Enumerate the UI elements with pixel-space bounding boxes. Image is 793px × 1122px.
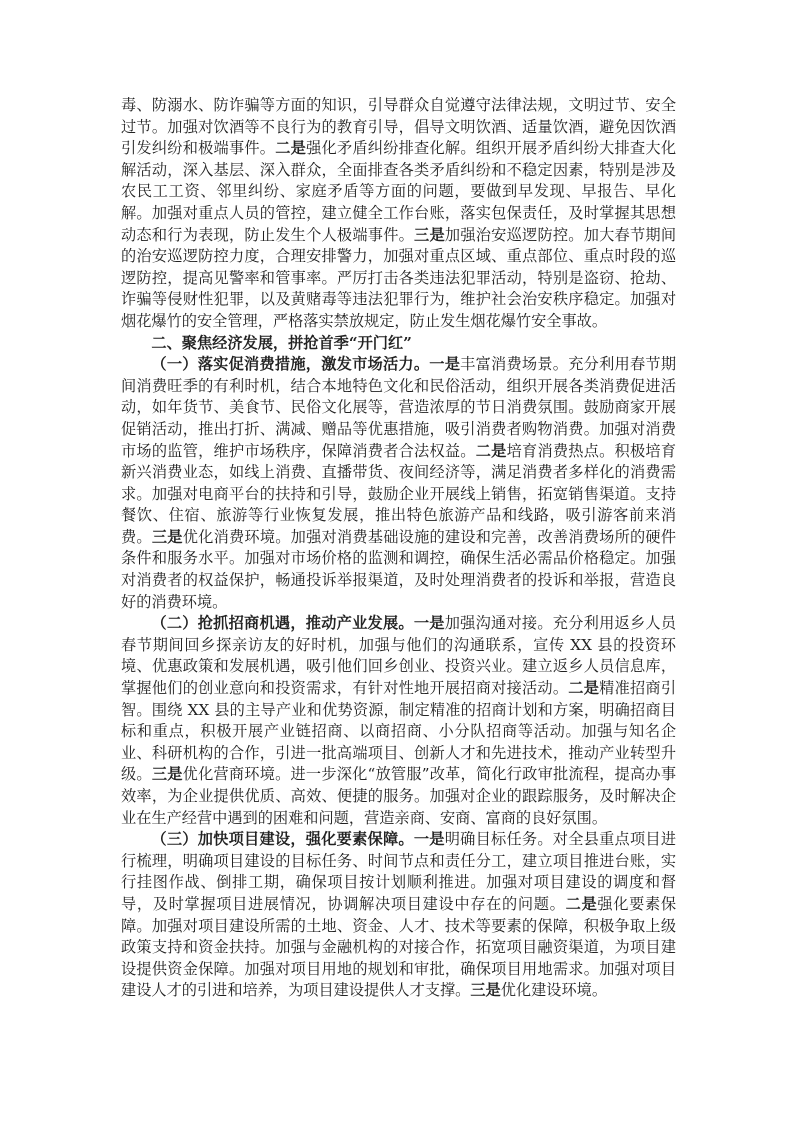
- emphasis-segment: 二是: [275, 139, 307, 158]
- paragraph-projects: [121, 829, 676, 1002]
- section-heading-economy: [121, 333, 676, 355]
- emphasis-segment: 二是: [475, 441, 507, 460]
- text-segment: 加强沟通对接。充分利用返乡人员春节期间回乡探亲访友的好时机，加强与他们的沟通联系，宣传 XX 县的投资环境、优惠政策和发展机遇，吸引他们回乡创业、投资兴业。建立返乡人员信息库，掌握他们的创业意向和投资需求，有针对性地开展招商对接活动。: [121, 614, 677, 698]
- paragraph-safety-continued: [121, 95, 676, 333]
- emphasis-segment: 三是: [414, 225, 445, 244]
- emphasis-segment: 三是: [151, 765, 183, 784]
- subheading-segment: （三）加快项目建设，强化要素保障。一是: [151, 830, 445, 849]
- text-segment: 培育消费热点。积极培育新兴消费业态，如线上消费、直播带货、夜间经济等，满足消费者多样化的消费需求。加强对电商平台的扶持和引导，鼓励企业开展线上销售，拓宽销售渠道。支持餐饮、住宿、旅游等行业恢复发展，推出特色旅游产品和线路，吸引游客前来消费。: [121, 441, 677, 546]
- emphasis-segment: 二是: [568, 679, 600, 698]
- paragraph-investment: [121, 613, 676, 829]
- emphasis-segment: 三是: [470, 981, 501, 1000]
- text-segment: 明确目标任务。对全县重点项目进行梳理，明确项目建设的目标任务、时间节点和责任分工，建立项目推进台账，实行挂图作战、倒排工期，确保项目按计划顺利推进。加强对项目建设的调度和督导，及时掌握项目进展情况，协调解决项目建设中存在的问题。: [121, 830, 677, 913]
- emphasis-segment: 二是: [565, 894, 598, 913]
- emphasis-segment: 三是: [151, 527, 183, 546]
- text-segment: 优化消费环境。加强对消费基础设施的建设和完善，改善消费场所的硬件条件和服务水平。加强对市场价格的监测和调控，确保生活必需品价格稳定。加强对消费者的权益保护，畅通投诉举报渠道，及时处理消费者的投诉和举报，营造良好的消费环境。: [121, 527, 677, 611]
- text-segment: 强化矛盾纠纷排查化解。组织开展矛盾纠纷大排查大化解活动，深入基层、深入群众，全面排查各类矛盾纠纷和不稳定因素，特别是涉及农民工工资、邻里纠纷、家庭矛盾等方面的问题，要做到早发现、早报告、早化解。加强对重点人员的管控，建立健全工作台账，落实包保责任，及时掌握其思想动态和行为表现，防止发生个人极端事件。: [121, 139, 677, 244]
- text-segment: 强化要素保障。加强对项目建设所需的土地、资金、人才、技术等要素的保障，积极争取上级政策支持和资金扶持。加强与金融机构的对接合作，拓宽项目融资渠道，为项目建设提供资金保障。加强对项目用地的规划和审批，确保项目用地需求。加强对项目建设人才的引进和培养，为项目建设提供人才支撑。: [121, 894, 677, 1000]
- text-segment: 丰富消费场景。充分利用春节期间消费旺季的有利时机，结合本地特色文化和民俗活动，组织开展各类消费促进活动，如年货节、美食节、民俗文化展等，营造浓厚的节日消费氛围。鼓励商家开展促销活动，推出打折、满减、赠品等优惠措施，吸引消费者购物消费。加强对消费市场的监管，维护市场秩序，保障消费者合法权益。: [121, 355, 677, 460]
- paragraph-consumption: [121, 354, 676, 613]
- heading-text: 二、聚焦经济发展，拼抢首季“开门红”: [151, 333, 412, 352]
- text-segment: 优化营商环境。进一步深化“放管服”改革，简化行政审批流程，提高办事效率，为企业提供优质、高效、便捷的服务。加强对企业的跟踪服务，及时解决企业在生产经营中遇到的困难和问题，营造亲商、安商、富商的良好氛围。: [121, 765, 677, 827]
- document-page: [121, 95, 676, 1002]
- text-segment: 毒、防溺水、防诈骗等方面的知识，引导群众自觉遵守法律法规，文明过节、安全过节。加强对饮酒等不良行为的教育引导，倡导文明饮酒、适量饮酒，避免因饮酒引发纠纷和极端事件。: [121, 96, 676, 158]
- text-segment: 精准招商引智。围绕 XX 县的主导产业和优势资源，制定精准的招商计划和方案，明确招商目标和重点，积极开展产业链招商、以商招商、小分队招商等活动。加强与知名企业、科研机构的合作，引进一批高端项目、创新人才和先进技术，推动产业转型升级。: [121, 679, 677, 784]
- subheading-segment: （二）抢抓招商机遇，推动产业发展。一是: [151, 614, 445, 633]
- text-segment: 优化建设环境。: [500, 981, 607, 1000]
- text-segment: 加强治安巡逻防控。加大春节期间的治安巡逻防控力度，合理安排警力，加强对重点区域、重点部位、重点时段的巡逻防控，提高见警率和管事率。严厉打击各类违法犯罪活动，特别是盗窃、抢劫、诈骗等侵财性犯罪，以及黄赌毒等违法犯罪行为，维护社会治安秩序稳定。加强对烟花爆竹的安全管理，严格落实禁放规定，防止发生烟花爆竹安全事故。: [121, 225, 677, 330]
- subheading-segment: （一）落实促消费措施，激发市场活力。一是: [151, 355, 461, 374]
